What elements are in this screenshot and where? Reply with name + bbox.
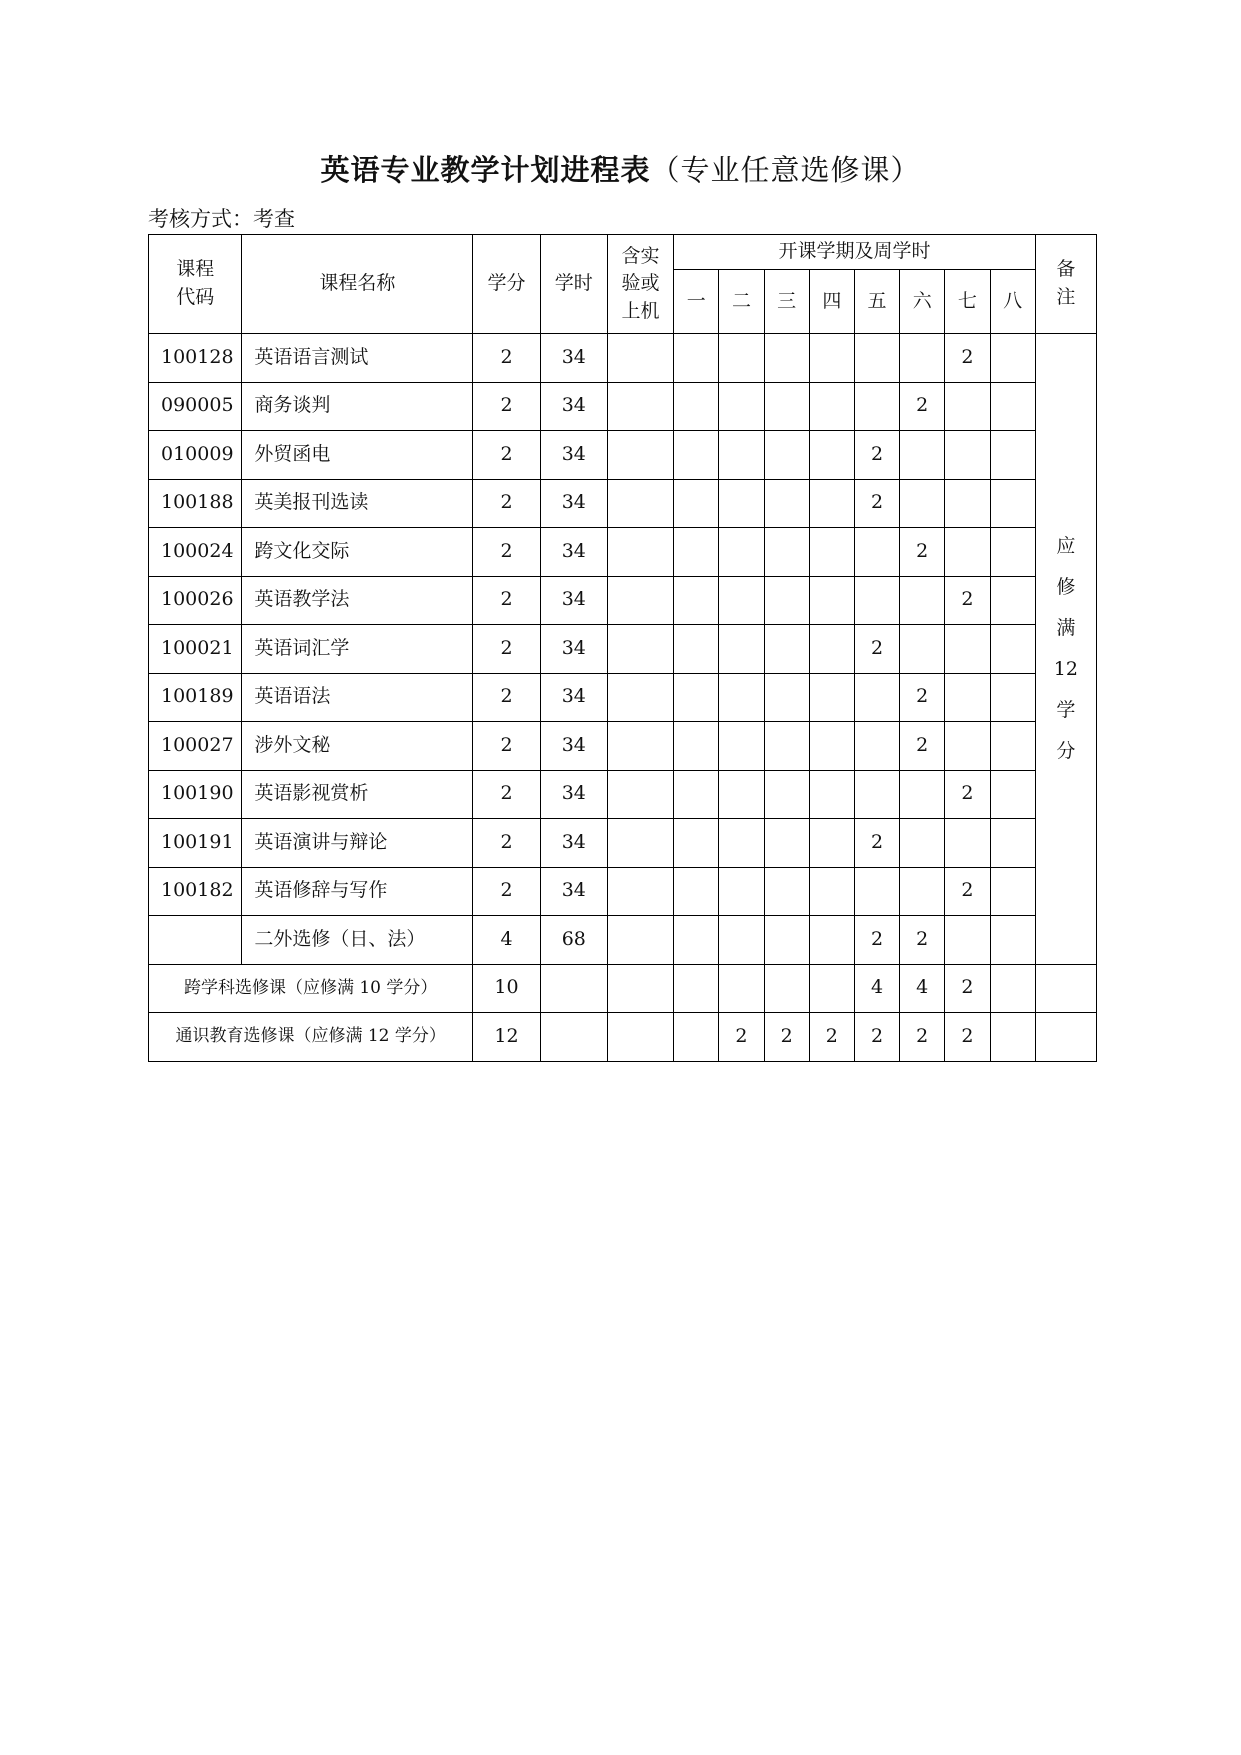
course-hours: 34 [540,770,607,819]
summary-row [149,964,1097,1013]
semester-5-hours [854,722,899,771]
semester-6-hours [900,479,945,528]
semester-3-hours [764,625,809,674]
semester-7-hours: 2 [945,334,990,383]
semester-8-hours [990,1013,1035,1062]
semester-2-hours [719,722,764,771]
header-lab: 含实 验或 上机 [607,235,673,334]
semester-1-hours [674,431,719,480]
semester-3-hours [764,867,809,916]
semester-8-hours [990,867,1035,916]
semester-1-hours [674,770,719,819]
semester-4-hours [809,722,854,771]
semester-1-hours [674,673,719,722]
course-hours: 34 [540,382,607,431]
course-credit: 2 [473,334,540,383]
summary-credit: 10 [473,964,540,1013]
course-name: 英语演讲与辩论 [242,819,473,868]
semester-3-hours [764,382,809,431]
course-hours: 34 [540,722,607,771]
semester-3-hours [764,431,809,480]
semester-2-hours [719,576,764,625]
course-code: 100026 [149,576,242,625]
semester-1-hours [674,625,719,674]
title-main: 英语专业教学计划进程表 [320,153,651,187]
semester-2-hours [719,916,764,965]
semester-7-hours: 2 [945,1013,990,1062]
semester-1-hours [674,479,719,528]
header-semester-8: 八 [990,270,1035,334]
semester-1-hours [674,334,719,383]
table-row [149,916,1097,965]
semester-4-hours [809,382,854,431]
semester-8-hours [990,770,1035,819]
semester-3-hours [764,819,809,868]
semester-5-hours: 2 [854,819,899,868]
course-code: 100189 [149,673,242,722]
semester-8-hours [990,334,1035,383]
header-hours: 学时 [540,235,607,334]
semester-6-hours [900,576,945,625]
summary-hours [540,1013,607,1062]
remark-char: 分 [1056,739,1076,762]
semester-2-hours [719,382,764,431]
semester-4-hours [809,867,854,916]
table-row [149,673,1097,722]
course-name: 涉外文秘 [242,722,473,771]
semester-7-hours: 2 [945,867,990,916]
course-lab [607,576,673,625]
course-lab [607,431,673,480]
semester-5-hours [854,528,899,577]
semester-6-hours: 2 [900,673,945,722]
semester-7-hours [945,625,990,674]
course-credit: 2 [473,867,540,916]
semester-3-hours: 2 [764,1013,809,1062]
course-name: 商务谈判 [242,382,473,431]
course-code: 100191 [149,819,242,868]
course-hours: 34 [540,576,607,625]
semester-5-hours: 2 [854,1013,899,1062]
course-name: 外贸函电 [242,431,473,480]
semester-2-hours [719,673,764,722]
semester-6-hours [900,625,945,674]
course-name: 英语影视赏析 [242,770,473,819]
course-hours: 34 [540,673,607,722]
course-hours: 34 [540,625,607,674]
semester-7-hours [945,431,990,480]
semester-2-hours [719,431,764,480]
semester-4-hours [809,479,854,528]
semester-8-hours [990,625,1035,674]
summary-remark [1035,964,1096,1013]
semester-6-hours: 2 [900,916,945,965]
semester-3-hours [764,770,809,819]
remark-char: 修 [1056,575,1076,598]
semester-3-hours [764,576,809,625]
course-hours: 34 [540,479,607,528]
exam-method: 考核方式：考查 [148,207,295,231]
semester-4-hours [809,673,854,722]
course-code [149,916,242,965]
semester-3-hours [764,334,809,383]
header-semester-6: 六 [900,270,945,334]
semester-6-hours [900,770,945,819]
semester-5-hours [854,576,899,625]
semester-3-hours [764,528,809,577]
course-lab [607,916,673,965]
semester-7-hours [945,382,990,431]
semester-4-hours [809,334,854,383]
semester-7-hours [945,479,990,528]
semester-6-hours [900,431,945,480]
header-semester-2: 二 [719,270,764,334]
semester-5-hours [854,673,899,722]
semester-5-hours: 2 [854,431,899,480]
course-name: 二外选修（日、法） [242,916,473,965]
course-name: 英美报刊选读 [242,479,473,528]
course-hours: 68 [540,916,607,965]
table-row [149,431,1097,480]
course-name: 英语修辞与写作 [242,867,473,916]
table-body [149,334,1097,1062]
table-row [149,722,1097,771]
course-code: 100188 [149,479,242,528]
semester-4-hours: 2 [809,1013,854,1062]
course-credit: 2 [473,431,540,480]
semester-4-hours [809,431,854,480]
semester-7-hours [945,528,990,577]
table-row [149,819,1097,868]
summary-credit: 12 [473,1013,540,1062]
course-name: 英语词汇学 [242,625,473,674]
summary-hours [540,964,607,1013]
semester-3-hours [764,722,809,771]
semester-6-hours: 2 [900,382,945,431]
table-row [149,625,1097,674]
semester-4-hours [809,916,854,965]
semester-2-hours [719,625,764,674]
semester-1-hours [674,382,719,431]
semester-7-hours [945,916,990,965]
course-code: 100021 [149,625,242,674]
summary-row [149,1013,1097,1062]
semester-1-hours [674,722,719,771]
semester-4-hours [809,576,854,625]
semester-8-hours [990,576,1035,625]
semester-5-hours [854,382,899,431]
course-lab [607,770,673,819]
semester-1-hours [674,916,719,965]
remark-char: 学 [1056,698,1076,721]
semester-3-hours [764,673,809,722]
course-lab [607,528,673,577]
header-credit: 学分 [473,235,540,334]
course-code: 100128 [149,334,242,383]
semester-4-hours [809,770,854,819]
header-semester-1: 一 [674,270,719,334]
course-name: 英语语法 [242,673,473,722]
semester-5-hours [854,867,899,916]
semester-5-hours: 2 [854,479,899,528]
course-lab [607,819,673,868]
title-sub: （专业任意选修课） [650,153,921,187]
course-lab [607,382,673,431]
semester-2-hours [719,964,764,1013]
course-code: 100182 [149,867,242,916]
semester-2-hours [719,770,764,819]
semester-2-hours: 2 [719,1013,764,1062]
semester-3-hours [764,479,809,528]
semester-4-hours [809,819,854,868]
summary-remark [1035,1013,1096,1062]
header-semester-5: 五 [854,270,899,334]
course-credit: 2 [473,576,540,625]
semester-5-hours: 2 [854,625,899,674]
table-row [149,528,1097,577]
semester-7-hours [945,819,990,868]
semester-8-hours [990,916,1035,965]
semester-2-hours [719,819,764,868]
course-code: 100024 [149,528,242,577]
header-course-code: 课程 代码 [149,235,242,334]
semester-6-hours [900,334,945,383]
course-lab [607,625,673,674]
semester-7-hours: 2 [945,964,990,1013]
semester-8-hours [990,819,1035,868]
semester-1-hours [674,819,719,868]
course-code: 100027 [149,722,242,771]
table-row [149,576,1097,625]
course-name: 英语教学法 [242,576,473,625]
semester-4-hours [809,964,854,1013]
semester-3-hours [764,916,809,965]
course-name: 英语语言测试 [242,334,473,383]
course-hours: 34 [540,867,607,916]
course-credit: 2 [473,479,540,528]
semester-4-hours [809,625,854,674]
summary-label: 通识教育选修课（应修满 12 学分） [149,1013,473,1062]
semester-6-hours: 2 [900,722,945,771]
course-credit: 2 [473,673,540,722]
header-semester-4: 四 [809,270,854,334]
table-row [149,867,1097,916]
course-credit: 2 [473,528,540,577]
course-name: 跨文化交际 [242,528,473,577]
semester-8-hours [990,964,1035,1013]
semester-6-hours [900,867,945,916]
table-row [149,770,1097,819]
semester-6-hours: 4 [900,964,945,1013]
remark-char: 12 [1053,657,1078,680]
course-code: 010009 [149,431,242,480]
semester-5-hours: 2 [854,916,899,965]
semester-1-hours [674,576,719,625]
course-lab [607,334,673,383]
summary-label: 跨学科选修课（应修满 10 学分） [149,964,473,1013]
header-semesters-group: 开课学期及周学时 [674,235,1036,270]
course-hours: 34 [540,431,607,480]
semester-1-hours [674,964,719,1013]
semester-7-hours [945,673,990,722]
semester-3-hours [764,964,809,1013]
semester-8-hours [990,528,1035,577]
semester-4-hours [809,528,854,577]
semester-6-hours: 2 [900,528,945,577]
course-credit: 4 [473,916,540,965]
semester-8-hours [990,431,1035,480]
semester-8-hours [990,722,1035,771]
course-code: 090005 [149,382,242,431]
semester-8-hours [990,479,1035,528]
semester-7-hours [945,722,990,771]
semester-6-hours [900,819,945,868]
summary-lab [607,964,673,1013]
semester-5-hours [854,334,899,383]
semester-1-hours [674,867,719,916]
semester-7-hours: 2 [945,770,990,819]
remark-note [1035,334,1096,965]
semester-7-hours: 2 [945,576,990,625]
course-hours: 34 [540,528,607,577]
semester-2-hours [719,479,764,528]
header-semester-7: 七 [945,270,990,334]
summary-lab [607,1013,673,1062]
semester-5-hours: 4 [854,964,899,1013]
semester-2-hours [719,867,764,916]
course-credit: 2 [473,625,540,674]
semester-1-hours [674,1013,719,1062]
table-row [149,479,1097,528]
semester-1-hours [674,528,719,577]
table-row [149,382,1097,431]
course-plan-table [148,234,1097,1062]
course-credit: 2 [473,382,540,431]
semester-5-hours [854,770,899,819]
semester-8-hours [990,382,1035,431]
course-lab [607,479,673,528]
table-row [149,334,1097,383]
page-title [0,148,1241,189]
semester-2-hours [719,334,764,383]
remark-char: 应 [1056,534,1076,557]
course-credit: 2 [473,770,540,819]
course-lab [607,867,673,916]
course-hours: 34 [540,819,607,868]
header-remarks: 备 注 [1035,235,1096,334]
semester-6-hours: 2 [900,1013,945,1062]
course-lab [607,673,673,722]
header-semester-3: 三 [764,270,809,334]
semester-8-hours [990,673,1035,722]
course-credit: 2 [473,819,540,868]
header-course-name: 课程名称 [242,235,473,334]
course-hours: 34 [540,334,607,383]
course-credit: 2 [473,722,540,771]
remark-char: 满 [1056,616,1076,639]
course-lab [607,722,673,771]
course-code: 100190 [149,770,242,819]
semester-2-hours [719,528,764,577]
